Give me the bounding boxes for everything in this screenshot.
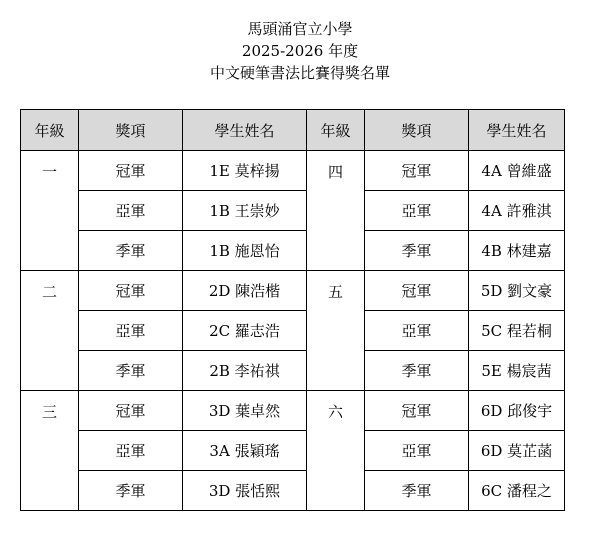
- award-cell: 季軍: [79, 471, 183, 511]
- column-header-award: 獎項: [365, 110, 469, 151]
- student-name-cell: 5D 劉文豪: [469, 271, 565, 311]
- student-name-cell: 5C 程若桐: [469, 311, 565, 351]
- student-name-cell: 4B 林建嘉: [469, 231, 565, 271]
- student-name-cell: 4A 許雅淇: [469, 191, 565, 231]
- document-header: [0, 18, 600, 84]
- award-cell: 季軍: [365, 351, 469, 391]
- award-cell: 亞軍: [79, 431, 183, 471]
- award-cell: 冠軍: [365, 271, 469, 311]
- student-name-cell: 3D 張恬熙: [183, 471, 307, 511]
- grade-cell: 五: [307, 271, 365, 391]
- award-cell: 冠軍: [79, 271, 183, 311]
- student-name-cell: 3A 張穎瑤: [183, 431, 307, 471]
- award-cell: 季軍: [79, 351, 183, 391]
- column-header-student-name: 學生姓名: [183, 110, 307, 151]
- table-row: [21, 271, 565, 311]
- award-cell: 冠軍: [79, 151, 183, 191]
- table-header-row: [21, 110, 565, 151]
- table-row: [21, 471, 565, 511]
- award-cell: 亞軍: [365, 311, 469, 351]
- student-name-cell: 2D 陳浩楷: [183, 271, 307, 311]
- table-row: [21, 311, 565, 351]
- student-name-cell: 6C 潘程之: [469, 471, 565, 511]
- academic-year: 2025-2026 年度: [241, 42, 359, 60]
- student-name-cell: 1E 莫梓揚: [183, 151, 307, 191]
- award-cell: 亞軍: [79, 191, 183, 231]
- document-title: 中文硬筆書法比賽得獎名單: [209, 64, 390, 82]
- table-row: [21, 231, 565, 271]
- award-cell: 亞軍: [365, 191, 469, 231]
- award-cell: 冠軍: [365, 391, 469, 431]
- student-name-cell: 2B 李祐祺: [183, 351, 307, 391]
- student-name-cell: 6D 莫芷菡: [469, 431, 565, 471]
- table-row: [21, 191, 565, 231]
- student-name-cell: 6D 邱俊宇: [469, 391, 565, 431]
- student-name-cell: 2C 羅志浩: [183, 311, 307, 351]
- table-row: [21, 351, 565, 391]
- column-header-student-name: 學生姓名: [469, 110, 565, 151]
- grade-cell: 六: [307, 391, 365, 511]
- award-cell: 冠軍: [79, 391, 183, 431]
- award-cell: 季軍: [79, 231, 183, 271]
- column-header-grade: 年級: [307, 110, 365, 151]
- award-cell: 亞軍: [79, 311, 183, 351]
- award-cell: 冠軍: [365, 151, 469, 191]
- student-name-cell: 1B 王崇妙: [183, 191, 307, 231]
- student-name-cell: 4A 曾維盛: [469, 151, 565, 191]
- student-name-cell: 5E 楊宸茜: [469, 351, 565, 391]
- student-name-cell: 1B 施恩怡: [183, 231, 307, 271]
- award-cell: 亞軍: [365, 431, 469, 471]
- award-table: [20, 109, 565, 511]
- table-row: [21, 391, 565, 431]
- column-header-award: 獎項: [79, 110, 183, 151]
- column-header-grade: 年級: [21, 110, 79, 151]
- school-name: 馬頭涌官立小學: [247, 20, 353, 38]
- award-cell: 季軍: [365, 231, 469, 271]
- award-cell: 季軍: [365, 471, 469, 511]
- table-row: [21, 151, 565, 191]
- table-row: [21, 431, 565, 471]
- grade-cell: 一: [21, 151, 79, 271]
- grade-cell: 三: [21, 391, 79, 511]
- grade-cell: 二: [21, 271, 79, 391]
- grade-cell: 四: [307, 151, 365, 271]
- student-name-cell: 3D 葉卓然: [183, 391, 307, 431]
